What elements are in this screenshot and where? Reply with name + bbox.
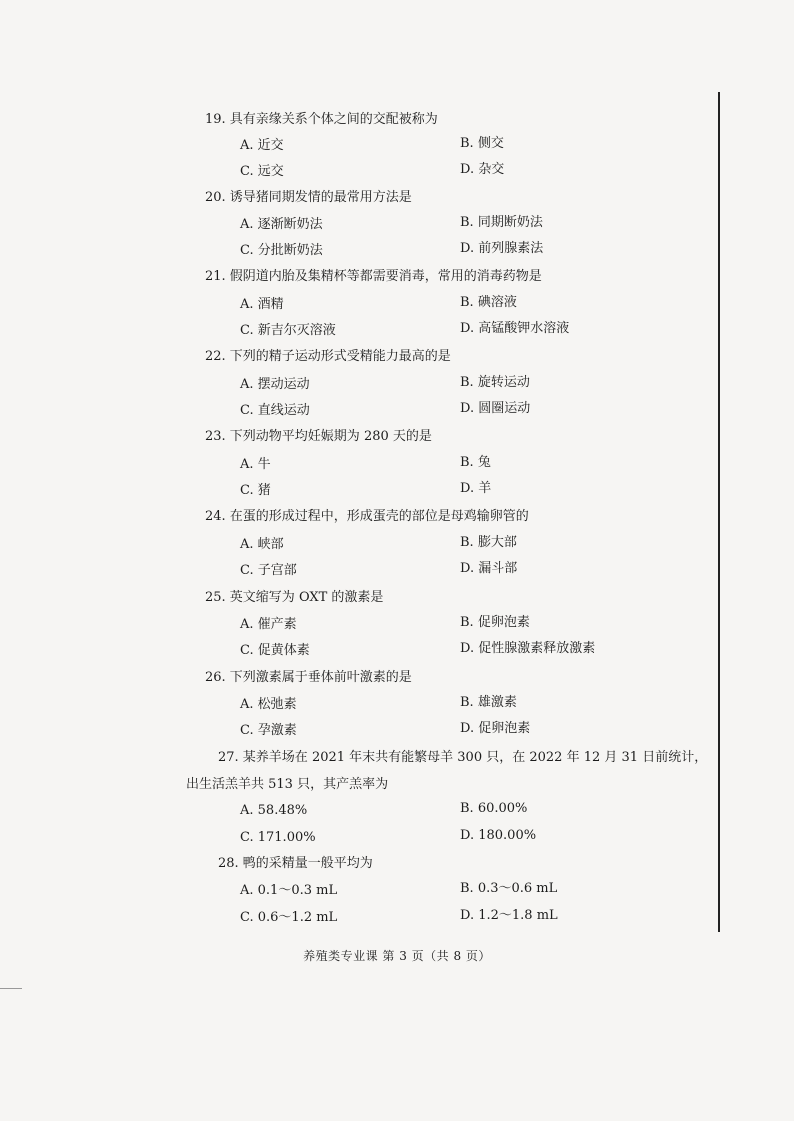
question-28-option-b: B. 0.3～0.6 mL bbox=[460, 881, 558, 896]
question-19-option-b: B. 侧交 bbox=[460, 136, 504, 151]
question-25-stem: 25. 英文缩写为 OXT 的激素是 bbox=[205, 590, 384, 605]
question-26-option-b: B. 雄激素 bbox=[460, 695, 517, 710]
question-26-option-c: C. 孕激素 bbox=[240, 723, 297, 738]
question-22-option-a: A. 摆动运动 bbox=[240, 377, 310, 392]
question-21-option-c: C. 新吉尔灭溶液 bbox=[240, 323, 336, 338]
question-20-option-b: B. 同期断奶法 bbox=[460, 215, 543, 230]
question-27-option-d: D. 180.00% bbox=[460, 828, 537, 843]
question-26-option-a: A. 松弛素 bbox=[240, 697, 297, 712]
question-21-option-a: A. 酒精 bbox=[240, 297, 284, 312]
question-22-stem: 22. 下列的精子运动形式受精能力最高的是 bbox=[205, 349, 451, 364]
question-28-stem: 28. 鸭的采精量一般平均为 bbox=[218, 856, 373, 871]
question-27-option-b: B. 60.00% bbox=[460, 801, 528, 816]
question-23-option-b: B. 兔 bbox=[460, 455, 491, 470]
question-25-option-a: A. 催产素 bbox=[240, 617, 297, 632]
question-20-option-a: A. 逐渐断奶法 bbox=[240, 217, 323, 232]
question-22-option-c: C. 直线运动 bbox=[240, 403, 310, 418]
question-20-option-c: C. 分批断奶法 bbox=[240, 243, 323, 258]
scan-edge-line bbox=[718, 92, 720, 932]
question-25-option-d: D. 促性腺激素释放激素 bbox=[460, 641, 596, 656]
question-27-stem: 27. 某养羊场在 2021 年末共有能繁母羊 300 只，在 2022 年 12 月 31 日前统计， bbox=[218, 750, 708, 765]
question-23-option-c: C. 猪 bbox=[240, 483, 271, 498]
question-21-option-b: B. 碘溶液 bbox=[460, 295, 517, 310]
question-22-option-d: D. 圆圈运动 bbox=[460, 401, 531, 416]
question-19-stem: 19. 具有亲缘关系个体之间的交配被称为 bbox=[205, 112, 438, 127]
question-24-option-d: D. 漏斗部 bbox=[460, 561, 518, 576]
question-19-option-c: C. 远交 bbox=[240, 164, 284, 179]
question-23-stem: 23. 下列动物平均妊娠期为 280 天的是 bbox=[205, 429, 432, 444]
question-28-option-c: C. 0.6～1.2 mL bbox=[240, 910, 338, 925]
page-footer: 养殖类专业课 第 3 页（共 8 页） bbox=[303, 949, 491, 963]
question-26-option-d: D. 促卵泡素 bbox=[460, 721, 531, 736]
question-25-option-c: C. 促黄体素 bbox=[240, 643, 310, 658]
question-19-option-d: D. 杂交 bbox=[460, 162, 505, 177]
question-23-option-a: A. 牛 bbox=[240, 457, 271, 472]
question-20-option-d: D. 前列腺素法 bbox=[460, 241, 544, 256]
question-21-option-d: D. 高锰酸钾水溶液 bbox=[460, 321, 570, 336]
scan-mark bbox=[0, 988, 22, 989]
question-20-stem: 20. 诱导猪同期发情的最常用方法是 bbox=[205, 190, 412, 205]
question-27-option-a: A. 58.48% bbox=[240, 803, 308, 818]
question-19-option-a: A. 近交 bbox=[240, 138, 284, 153]
question-28-option-a: A. 0.1～0.3 mL bbox=[240, 883, 338, 898]
question-24-option-c: C. 子宫部 bbox=[240, 563, 297, 578]
question-27-option-c: C. 171.00% bbox=[240, 830, 316, 845]
question-21-stem: 21. 假阴道内胎及集精杯等都需要消毒，常用的消毒药物是 bbox=[205, 269, 542, 284]
question-27-stem-continued: 出生活羔羊共 513 只，其产羔率为 bbox=[186, 777, 389, 792]
question-28-option-d: D. 1.2～1.8 mL bbox=[460, 908, 558, 923]
question-23-option-d: D. 羊 bbox=[460, 481, 492, 496]
question-24-option-a: A. 峡部 bbox=[240, 537, 284, 552]
question-26-stem: 26. 下列激素属于垂体前叶激素的是 bbox=[205, 670, 412, 685]
question-24-option-b: B. 膨大部 bbox=[460, 535, 517, 550]
question-25-option-b: B. 促卵泡素 bbox=[460, 615, 530, 630]
question-22-option-b: B. 旋转运动 bbox=[460, 375, 530, 390]
question-24-stem: 24. 在蛋的形成过程中，形成蛋壳的部位是母鸡输卵管的 bbox=[205, 509, 529, 524]
